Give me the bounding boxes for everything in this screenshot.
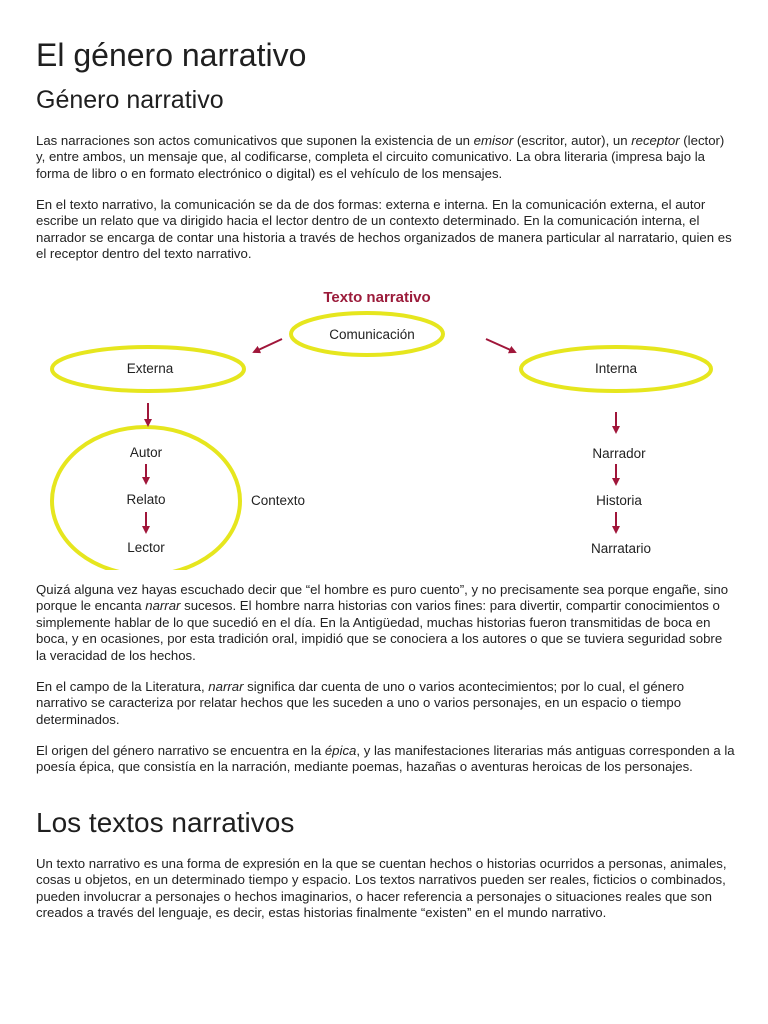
label-narrador: Narrador (592, 446, 646, 461)
text-span: , y las manifestaciones literarias más antiguas corresponden a la poesía épica, que consistía en la narración, mediante poemas, hazañas o aventuras heroicas de los personajes. (36, 743, 735, 775)
page-title: El género narrativo (36, 37, 307, 73)
paragraph-body-3 (36, 743, 736, 776)
section-heading-textos: Los textos narrativos (36, 807, 295, 838)
label-interna: Interna (594, 361, 638, 376)
label-historia: Historia (596, 493, 642, 508)
emphasis-epica: épica (324, 743, 357, 758)
label-contexto: Contexto (251, 493, 306, 508)
label-lector: Lector (127, 540, 165, 555)
label-narratario: Narratario (590, 541, 652, 556)
text-span: Quizá alguna vez hayas escuchado decir que “el hombre es puro cuento”, y no precisamente sea porque engañe, sino porque le encanta (36, 582, 729, 614)
text-span: (lector) y, entre ambos, un mensaje que, al codificarse, completa el circuito comunicativo. La obra literaria (impresa bajo la forma de libro o en formato electrónico o digital) es el vehículo de los mensajes. (36, 133, 725, 181)
emphasis-narrar: narrar (208, 679, 244, 694)
arrow-to-externa (254, 339, 282, 352)
label-externa: Externa (126, 361, 174, 376)
paragraph-body-1 (36, 582, 736, 664)
emphasis-emisor: emisor (473, 133, 514, 148)
diagram-title: Texto narrativo (323, 289, 431, 306)
paragraph-body-2 (36, 679, 736, 728)
arrow-to-interna (486, 339, 515, 352)
text-span: significa dar cuenta de uno o varios acontecimientos; por lo cual, el género narrativo se caracteriza por relatar hechos que les suceden a uno o varios personajes, en un espacio o tiempo determinados. (36, 679, 685, 727)
text-span: (escritor, autor), un (513, 133, 632, 148)
text-span: En el campo de la Literatura, (36, 679, 209, 694)
text-span: sucesos. El hombre narra historias con varios fines: para divertir, compartir conocimientos o simplemente hablar de lo que sucedió en el día. En la Antigüedad, muchas historias fueron transmitidas de boca en boca, y en ocasiones, por esta tradición oral, impidió que se conociera a los autores o que se tuviera seguridad sobre la veracidad de los hechos. (36, 598, 723, 663)
label-comunicacion: Comunicación (329, 327, 415, 342)
paragraph-intro-1 (36, 133, 736, 182)
communication-diagram (0, 280, 768, 570)
section-heading-genero: Género narrativo (36, 86, 224, 114)
diagram-svg (0, 280, 768, 570)
emphasis-narrar: narrar (145, 598, 181, 614)
paragraph-textos-1: Un texto narrativo es una forma de expresión en la que se cuentan hechos o historias ocurridos a personas, animales, cosas u objetos, en un determinado tiempo y espacio. Los textos narrativos pueden ser reales, ficticios o combinados, pueden involucrar a personajes o hechos imaginarios, o hacer referencia a personajes o situaciones reales que son creados a través del lenguaje, es decir, estas historias finalmente “existen” en el mundo narrativo. (36, 856, 727, 921)
label-autor: Autor (129, 445, 163, 460)
label-relato: Relato (126, 492, 166, 507)
text-span: Las narraciones son actos comunicativos que suponen la existencia de un (36, 133, 474, 148)
paragraph-intro-2: En el texto narrativo, la comunicación se da de dos formas: externa e interna. En la comunicación externa, el autor escribe un relato que va dirigido hacia el lector dentro de un contexto determinado. En la comunicación interna, el narrador se encarga de contar una historia a través de hechos organizados de manera particular al narratario, quien es el receptor dentro del texto narrativo. (36, 197, 732, 262)
emphasis-receptor: receptor (631, 133, 680, 148)
text-span: El origen del género narrativo se encuentra en la (36, 743, 325, 758)
